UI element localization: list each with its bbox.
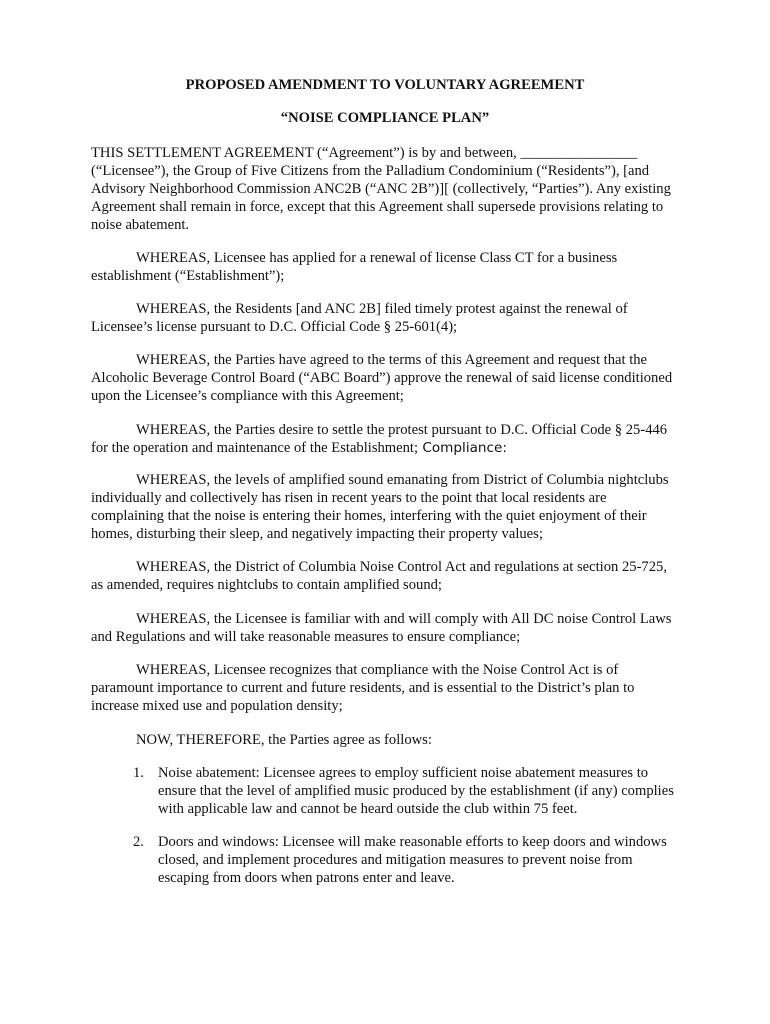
whereas-paragraph-1: WHEREAS, Licensee has applied for a renewal of license Class CT for a business establishment (“Establishment”); — [91, 250, 618, 284]
whereas-paragraph-4-text: WHEREAS, the Parties desire to settle the protest pursuant to D.C. Official Code § 25-446 for the operation and maintenance of the Establishment; — [91, 422, 668, 456]
intro-paragraph: THIS SETTLEMENT AGREEMENT (“Agreement”) is by and between, ________________ (“Licensee”), the Group of Five Citizens from the Palladium Condominium (“Residents”), [and Advisory Neighborhood Commission ANC2B (“ANC 2B”)][ (collectively, “Parties”). Any existing Agreement shall remain in force, except that this Agreement shall supersede provisions relating to noise abatement. — [91, 145, 671, 233]
whereas-paragraph-8: WHEREAS, Licensee recognizes that compliance with the Noise Control Act is of paramount importance to current and future residents, and is essential to the District’s plan to increase mixed use and population density; — [91, 662, 635, 714]
agreement-item-2 — [133, 833, 683, 887]
item-text: Doors and windows: Licensee will make reasonable efforts to keep doors and windows closed, and implement procedures and mitigation measures to prevent noise from escaping from doors when patrons enter and leave. — [158, 834, 667, 886]
whereas-paragraph-5: WHEREAS, the levels of amplified sound emanating from District of Columbia nightclubs individually and collectively has risen in recent years to the point that local residents are complaining that the noise is entering their homes, interfering with the quiet enjoyment of their homes, disturbing their sleep, and negatively impacting their property values; — [91, 472, 669, 542]
now-therefore-paragraph: NOW, THEREFORE, the Parties agree as follows: — [136, 732, 432, 748]
document-title: PROPOSED AMENDMENT TO VOLUNTARY AGREEMENT — [185, 77, 585, 93]
whereas-paragraph-6: WHEREAS, the District of Columbia Noise Control Act and regulations at section 25-725, as amended, requires nightclubs to contain amplified sound; — [91, 559, 667, 593]
whereas-paragraph-4 — [91, 421, 681, 457]
item-text: Noise abatement: Licensee agrees to employ sufficient noise abatement measures to ensure that the level of amplified music produced by the establishment (if any) complies with applicable law and cannot be heard outside the club within 75 feet. — [158, 765, 674, 817]
whereas-paragraph-3: WHEREAS, the Parties have agreed to the terms of this Agreement and request that the Alcoholic Beverage Control Board (“ABC Board”) approve the renewal of said license conditioned upon the Licensee’s compliance with this Agreement; — [91, 352, 673, 404]
compliance-label: Compliance: — [418, 440, 507, 456]
item-number: 2. — [133, 834, 144, 850]
agreement-item-1 — [133, 764, 683, 818]
whereas-paragraph-7: WHEREAS, the Licensee is familiar with and will comply with All DC noise Control Laws and Regulations and will take reasonable measures to ensure compliance; — [91, 611, 672, 645]
item-number: 1. — [133, 765, 144, 781]
document-subtitle: “NOISE COMPLIANCE PLAN” — [280, 110, 490, 126]
whereas-paragraph-2: WHEREAS, the Residents [and ANC 2B] filed timely protest against the renewal of Licensee’s license pursuant to D.C. Official Code § 25-601(4); — [91, 301, 628, 335]
